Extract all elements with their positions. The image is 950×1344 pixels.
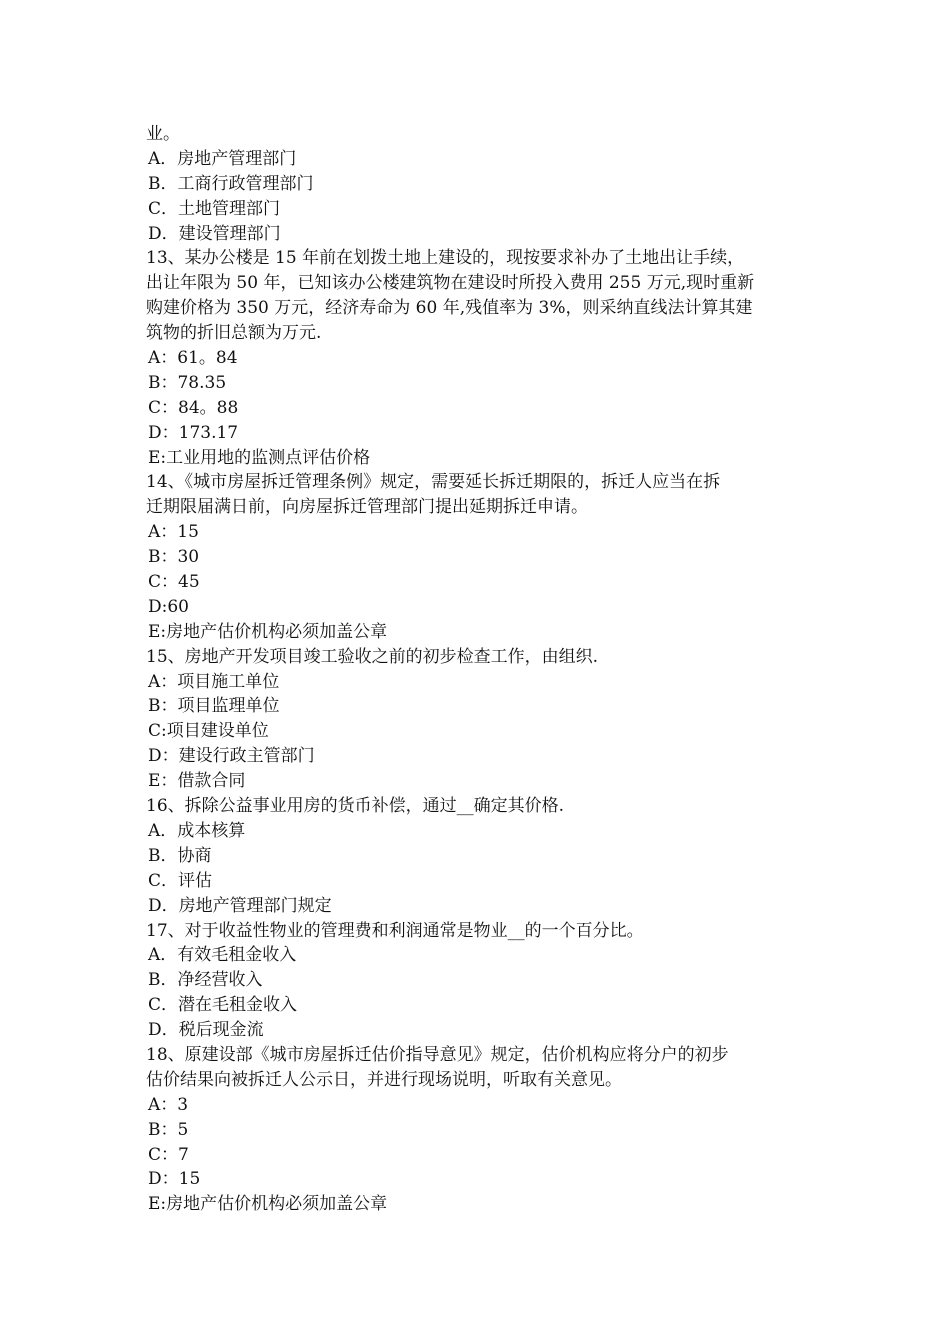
question-text-line: 估价结果向被拆迁人公示日，并进行现场说明，听取有关意见。: [146, 1069, 622, 1090]
question-text-line: 出让年限为 50 年，已知该办公楼建筑物在建设时所投入费用 255 万元,现时重新: [146, 273, 755, 294]
answer-option: D．房地产管理部门规定: [148, 895, 332, 916]
answer-option: B．工商行政管理部门: [148, 173, 314, 194]
answer-option: A：项目施工单位: [148, 671, 280, 692]
question-text-line: 筑物的折旧总额为万元.: [146, 323, 322, 344]
answer-option: D：建设行政主管部门: [148, 746, 315, 767]
question-text-line: 16、拆除公益事业用房的货币补偿，通过__确定其价格.: [146, 796, 565, 817]
answer-option: A：3: [148, 1094, 189, 1115]
answer-option: B：30: [148, 547, 200, 568]
answer-option: D:60: [148, 596, 189, 617]
answer-option: D．建设管理部门: [148, 223, 281, 244]
answer-option: B：项目监理单位: [148, 696, 280, 717]
answer-option: E:房地产估价机构必须加盖公章: [148, 1194, 388, 1215]
answer-option: E：借款合同: [148, 771, 246, 792]
question-text-line: 迁期限届满日前，向房屋拆迁管理部门提出延期拆迁申请。: [146, 497, 588, 518]
question-text-line: 15、房地产开发项目竣工验收之前的初步检查工作，由组织.: [146, 646, 599, 667]
answer-option: C：7: [148, 1144, 189, 1165]
answer-option: A：15: [148, 522, 199, 543]
answer-option: D：15: [148, 1169, 201, 1190]
question-text-line: 购建价格为 350 万元，经济寿命为 60 年,残值率为 3%，则采纳直线法计算其建: [146, 298, 753, 319]
answer-option: A．房地产管理部门: [148, 148, 297, 169]
answer-option: C：45: [148, 572, 200, 593]
answer-option: A．成本核算: [148, 820, 246, 841]
answer-option: B．协商: [148, 845, 212, 866]
question-text-line: 17、对于收益性物业的管理费和利润通常是物业__的一个百分比。: [146, 920, 644, 941]
answer-option: A：61。84: [148, 348, 238, 369]
answer-option: C．评估: [148, 870, 213, 891]
answer-option: E:工业用地的监测点评估价格: [148, 447, 371, 468]
answer-option: D：173.17: [148, 422, 239, 443]
answer-option: C：84。88: [148, 397, 239, 418]
question-text-line: 18、原建设部《城市房屋拆迁估价指导意见》规定，估价机构应将分户的初步: [146, 1044, 729, 1065]
answer-option: A．有效毛租金收入: [148, 945, 297, 966]
document-body: [146, 122, 810, 1217]
answer-option: B：5: [148, 1119, 189, 1140]
answer-option: D．税后现金流: [148, 1020, 264, 1041]
document-page: [146, 122, 810, 1217]
answer-option: C:项目建设单位: [148, 721, 269, 742]
answer-option: C．土地管理部门: [148, 198, 281, 219]
answer-option: B．净经营收入: [148, 970, 263, 991]
question-text-line: 业。: [146, 124, 180, 144]
question-text-line: 14、《城市房屋拆迁管理条例》规定，需要延长拆迁期限的，拆迁人应当在拆: [146, 472, 721, 493]
answer-option: C．潜在毛租金收入: [148, 995, 298, 1016]
answer-option: E:房地产估价机构必须加盖公章: [148, 621, 388, 642]
question-text-line: 13、某办公楼是 15 年前在划拨土地上建设的，现按要求补办了土地出让手续，: [146, 248, 745, 269]
answer-option: B：78.35: [148, 372, 227, 393]
